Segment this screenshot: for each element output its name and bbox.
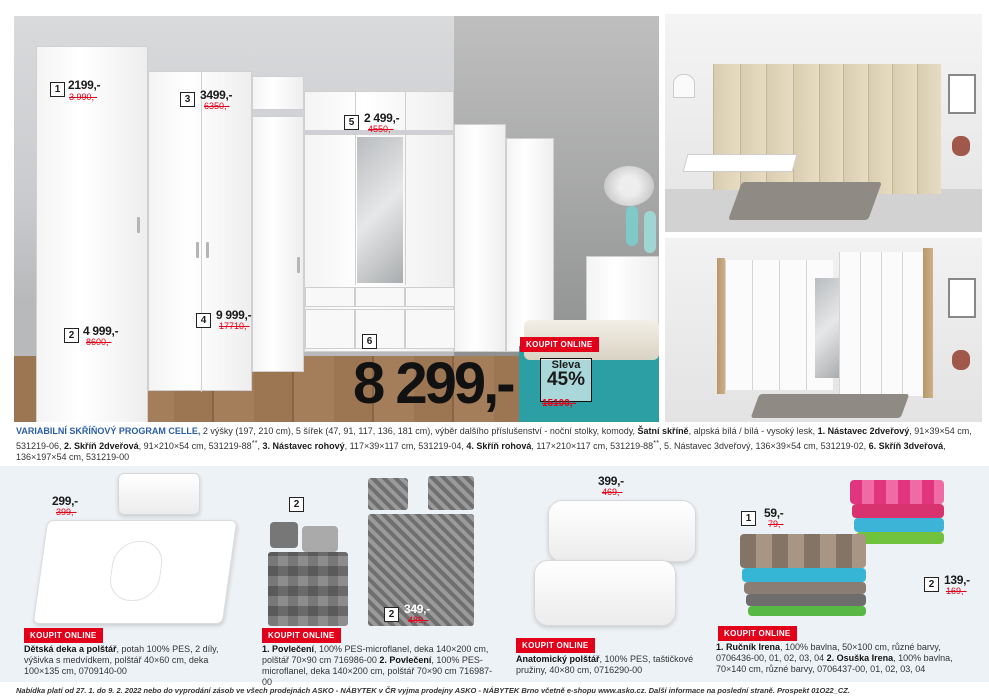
pillow-caption (516, 654, 706, 676)
footer-note: Nabídka platí od 27. 1. do 9. 2. 2022 nebo do vyprodání zásob ve všech prodejnách ASKO - NÁBYTEK v ČR vyjma prodejny ASKO - NÁBYTEK Brno včetně e-shopu www.asko.cz. Další informace na poslední straně. Prospekt 01O22_CZ. (16, 686, 850, 695)
towel-2-price: 139,- (944, 573, 970, 587)
bedding-1-pillow-2 (302, 526, 338, 552)
pillow-price: 399,- (598, 474, 624, 488)
bedding-1-text: , 100% PES-microflanel, deka 140×200 cm, polštář 70×90 cm 716986-00 (262, 644, 489, 665)
bedding-2-title: 2. Povlečení (379, 655, 432, 665)
bedding-1-image (268, 552, 348, 626)
item-5-price: 2 499,- (364, 111, 400, 125)
towel-1-old-price: 79,- (768, 519, 784, 529)
pillow-title: Anatomický polštář (516, 654, 600, 664)
wardrobe-3door (304, 134, 454, 352)
vase-2 (644, 211, 656, 253)
description-bold: 6. Skříň 3dveřová (868, 441, 944, 451)
towel-stack-layer (744, 582, 866, 594)
discount-value: 45% (546, 369, 586, 390)
vase (626, 206, 638, 246)
wardrobe-right-1 (454, 124, 506, 352)
pillow-image-back (548, 500, 696, 562)
description-text: 2 výšky (197, 210 cm), 5 šířek (47, 91, 117, 136, 181 cm), výběr dalšího příslušenství - noční stolky, komody, (200, 426, 638, 436)
bedding-1-badge: 2 (289, 497, 304, 512)
dresser (586, 256, 659, 328)
bedding-2-price: 349,- (404, 602, 430, 616)
towel-stack-layer (748, 606, 866, 616)
kids-old-price: 399,- (56, 507, 77, 517)
item-1-old-price: 3 990,- (69, 92, 98, 102)
kids-text: , potah 100% PES, 2 díly, výšivka s medvídkem, polštář 40×60 cm, deka 100×135 cm, 0709140-00 (24, 644, 219, 676)
description-bold: Šatní skříně (637, 426, 689, 436)
towel-1-text: , 100% bavlna, 50×100 cm, různé barvy, 0706436-00, 01, 02, 03, 04 (716, 642, 941, 663)
towel-1-badge: 1 (741, 511, 756, 526)
description-bold: 2. Skříň 2dveřová (64, 441, 139, 451)
bedding-2-pillow (368, 478, 408, 510)
item-5-badge: 5 (344, 115, 359, 130)
description-text: , 91×39×54 cm, 531219-06, (16, 426, 972, 451)
description-text: , 5. Nástavec 3dveřový, 136×39×54 cm, 531219-02, (659, 441, 869, 451)
towel-stack-layer (742, 568, 866, 582)
description-text: , 91×210×54 cm, 531219-88 (138, 441, 252, 451)
pillow-old-price: 469,- (602, 487, 623, 497)
item-4-price: 9 999,- (216, 308, 252, 322)
bedding-2-badge: 2 (384, 607, 399, 622)
description-text: , (257, 441, 263, 451)
towel-2-text: , 100% bavlna, 70×140 cm, různé barvy, 0706437-00, 01, 02, 03, 04 (716, 653, 953, 674)
towel-stack-layer (746, 594, 866, 606)
pillow-text: , 100% PES, taštičkové pružiny, 40×80 cm, 0716290-00 (516, 654, 694, 675)
bedding-2-old-price: 489,- (408, 615, 429, 625)
item-3-old-price: 6350,- (204, 101, 230, 111)
description-footnote-mark: ** (653, 438, 659, 447)
towel-1-title: 1. Ručník Irena (716, 642, 781, 652)
pillow-buy-online-button[interactable]: KOUPIT ONLINE (516, 638, 595, 653)
item-1-badge: 1 (50, 82, 65, 97)
description-footnote-mark: ** (251, 438, 258, 447)
photo-white-oak-wardrobe (665, 238, 982, 422)
wardrobe-description (16, 426, 972, 463)
description-text: , 136×197×54 cm, 531219-00 (16, 441, 946, 462)
towel-stack-layer (856, 532, 944, 544)
hero-big-price: 8 299,- (353, 351, 513, 416)
item-2-price: 4 999,- (83, 324, 119, 338)
towel-2-title: 2. Osuška Irena (826, 653, 894, 663)
discount-box (540, 358, 592, 402)
towel-stack-pink (850, 480, 944, 504)
towel-stack-layer (852, 504, 944, 518)
towel-stack-layer (854, 518, 944, 532)
description-text: , 117×210×117 cm, 531219-88 (531, 441, 654, 451)
item-2-old-price: 8600,- (86, 337, 112, 347)
description-text: , 117×39×117 cm, 531219-04, (344, 441, 467, 451)
kids-blanket-image (33, 520, 238, 624)
wardrobe-corner (148, 71, 252, 391)
bedding-2-text: , 100% PES-microflanel, deka 140×200 cm, polštář 70×90 cm 716987-00 (262, 655, 493, 687)
kids-caption (24, 644, 236, 677)
kids-price: 299,- (52, 494, 78, 508)
wardrobe-left (36, 46, 148, 422)
kids-pillow-image (118, 473, 200, 515)
item-4-badge: 4 (196, 313, 211, 328)
bedding-1-title: 1. Povlečení (262, 644, 315, 654)
wardrobe-2door (252, 116, 304, 372)
towels-caption (716, 642, 978, 675)
item-6-badge: 6 (362, 334, 377, 349)
towel-2-badge: 2 (924, 577, 939, 592)
description-title: VARIABILNÍ SKŘÍŇOVÝ PROGRAM CELLE, (16, 426, 201, 436)
bedding-caption (262, 644, 502, 688)
description-text: , alpská bílá / bílá - vysoký lesk, (688, 426, 818, 436)
hero-old-price: 15100,- (542, 398, 576, 409)
item-3-price: 3499,- (200, 88, 233, 102)
hero-buy-online-button[interactable]: KOUPIT ONLINE (520, 337, 599, 352)
kids-title: Dětská deka a polštář (24, 644, 117, 654)
kids-buy-online-button[interactable]: KOUPIT ONLINE (24, 628, 103, 643)
photo-beige-wardrobe (665, 14, 982, 232)
description-bold: 4. Skříň rohová (466, 441, 532, 451)
pillow-image-front (534, 560, 676, 626)
bedding-2-pillow-2 (428, 476, 474, 510)
bedding-buy-online-button[interactable]: KOUPIT ONLINE (262, 628, 341, 643)
towel-stack-grey (740, 534, 866, 568)
item-4-old-price: 17710,- (219, 321, 250, 331)
item-5-old-price: 4550,- (368, 124, 394, 134)
description-bold: 1. Nástavec 2dveřový (817, 426, 910, 436)
item-1-price: 2199,- (68, 78, 101, 92)
description-bold: 3. Nástavec rohový (262, 441, 345, 451)
top-unit-3 (252, 76, 304, 110)
discount-label: Sleva (551, 359, 581, 371)
item-3-badge: 3 (180, 92, 195, 107)
orchid (604, 166, 654, 206)
item-2-badge: 2 (64, 328, 79, 343)
towels-buy-online-button[interactable]: KOUPIT ONLINE (718, 626, 797, 641)
bedding-1-pillow (270, 522, 298, 548)
towel-2-old-price: 169,- (946, 586, 967, 596)
towel-1-price: 59,- (764, 506, 784, 520)
